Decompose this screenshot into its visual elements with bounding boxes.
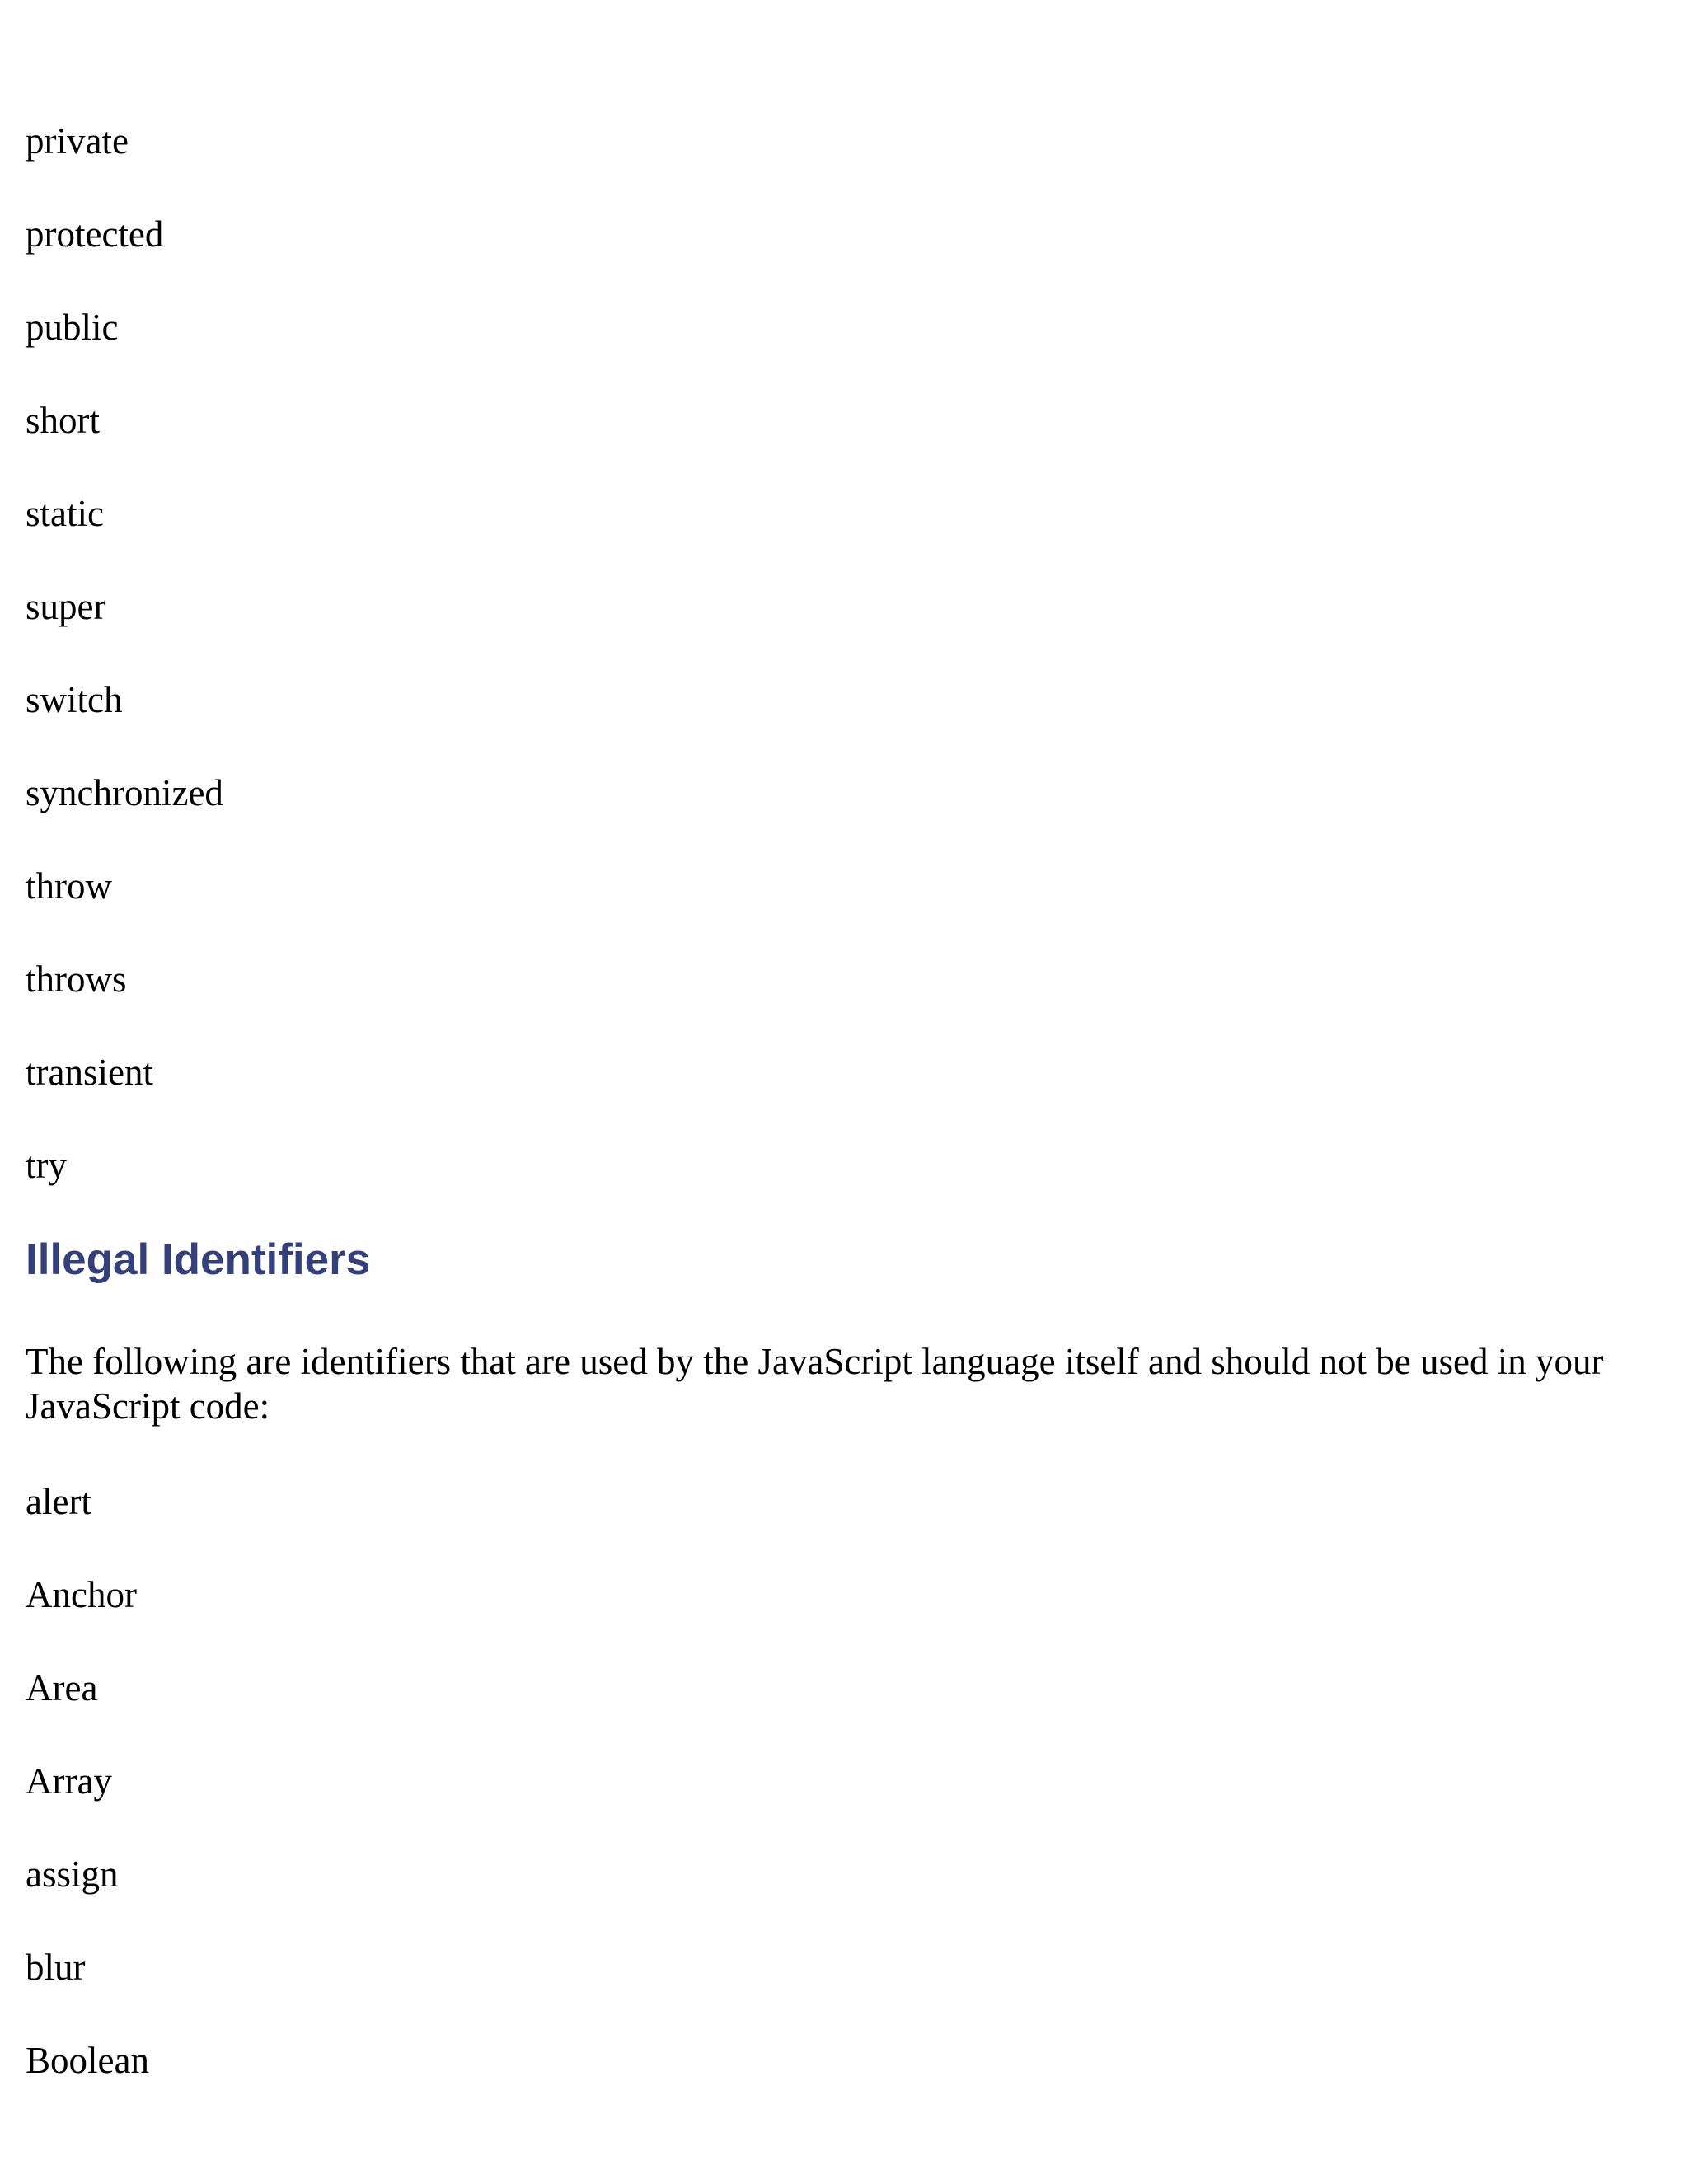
list-item: Array bbox=[26, 1760, 112, 1802]
list-item: alert bbox=[26, 1481, 91, 1522]
list-item: private bbox=[26, 120, 129, 162]
list-item: public bbox=[26, 307, 119, 348]
reserved-words-list bbox=[26, 118, 223, 1235]
list-item: transient bbox=[26, 1052, 153, 1093]
illegal-identifiers-list bbox=[26, 1479, 149, 2130]
list-item: throw bbox=[26, 865, 112, 907]
section-heading-illegal-identifiers: Illegal Identifiers bbox=[26, 1235, 371, 1284]
list-item: try bbox=[26, 1145, 67, 1186]
list-item: static bbox=[26, 493, 104, 534]
list-item: Boolean bbox=[26, 2040, 149, 2081]
section-intro-paragraph: The following are identifiers that are used by the JavaScript language itself and should not be used in your JavaScript code: bbox=[26, 1341, 1604, 1427]
list-item: Anchor bbox=[26, 1574, 137, 1615]
list-item: throws bbox=[26, 958, 127, 1000]
list-item: protected bbox=[26, 213, 164, 255]
list-item: synchronized bbox=[26, 772, 223, 813]
list-item: Area bbox=[26, 1667, 98, 1708]
list-item: switch bbox=[26, 679, 123, 720]
list-item: assign bbox=[26, 1854, 119, 1895]
list-item: short bbox=[26, 400, 100, 441]
list-item: blur bbox=[26, 1947, 86, 1988]
list-item: super bbox=[26, 586, 106, 627]
